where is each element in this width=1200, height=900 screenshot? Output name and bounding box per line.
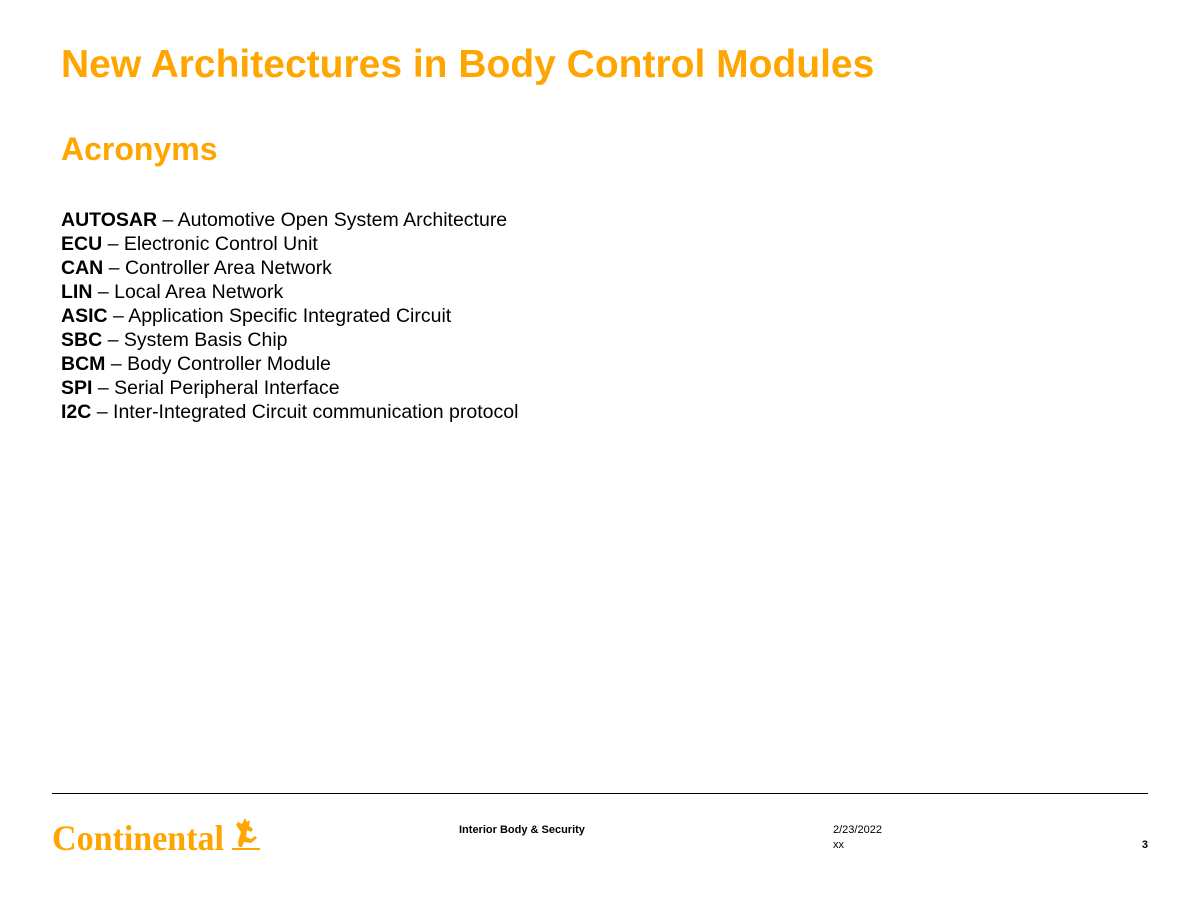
acronym-separator: –: [102, 329, 124, 351]
acronym-definition: Body Controller Module: [127, 353, 331, 375]
acronym-separator: –: [105, 353, 128, 375]
acronym-term: ECU: [61, 233, 103, 255]
logo-wordmark: Continental: [52, 818, 224, 858]
acronym-item: [61, 352, 518, 376]
acronym-separator: –: [92, 377, 115, 399]
acronym-definition: Local Area Network: [114, 281, 284, 303]
acronym-term: I2C: [61, 401, 92, 423]
acronym-item: [61, 280, 518, 304]
footer-date: 2/23/2022: [833, 824, 882, 836]
acronym-separator: –: [157, 209, 178, 231]
horse-icon: [232, 818, 260, 850]
acronym-separator: –: [103, 257, 125, 279]
acronym-separator: –: [102, 233, 124, 255]
slide-title: New Architectures in Body Control Modules: [61, 43, 875, 86]
acronym-definition: Inter-Integrated Circuit communication protocol: [113, 401, 519, 423]
acronym-definition: Electronic Control Unit: [123, 233, 318, 255]
footer-divider: [52, 793, 1148, 794]
footer-department: Interior Body & Security: [459, 824, 585, 836]
acronym-term: SPI: [61, 377, 93, 399]
acronym-definition: Controller Area Network: [124, 257, 332, 279]
acronym-term: LIN: [61, 281, 93, 303]
acronym-definition: System Basis Chip: [123, 329, 288, 351]
acronym-item: [61, 232, 518, 256]
acronym-item: [61, 256, 518, 280]
acronym-definition: Automotive Open System Architecture: [177, 209, 508, 231]
acronym-term: SBC: [61, 329, 103, 351]
acronym-definition: Serial Peripheral Interface: [114, 377, 340, 399]
section-heading: Acronyms: [61, 131, 218, 167]
acronym-term: CAN: [61, 257, 104, 279]
acronym-list: [61, 208, 518, 424]
acronym-item: [61, 400, 518, 424]
acronym-separator: –: [92, 281, 115, 303]
acronym-item: [61, 304, 518, 328]
acronym-item: [61, 376, 518, 400]
acronym-term: ASIC: [61, 305, 108, 327]
page-number: 3: [1141, 839, 1148, 851]
acronym-term: BCM: [61, 353, 106, 375]
acronym-item: [61, 208, 518, 232]
footer-code: xx: [833, 839, 844, 851]
acronym-definition: Application Specific Integrated Circuit: [128, 305, 452, 327]
acronym-separator: –: [107, 305, 129, 327]
continental-logo: [52, 812, 262, 858]
acronym-term: AUTOSAR: [61, 209, 158, 231]
acronym-item: [61, 328, 518, 352]
acronym-separator: –: [91, 401, 114, 423]
